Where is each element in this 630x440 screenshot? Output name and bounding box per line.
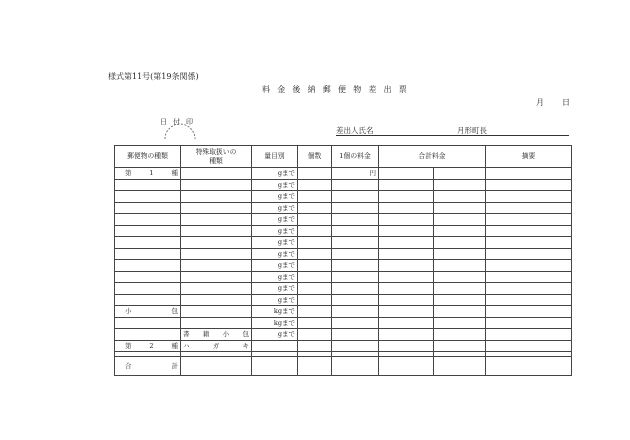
date-field [536, 97, 570, 108]
total-cell-b[interactable] [434, 357, 486, 376]
table-row [115, 237, 572, 249]
header-total-fee: 合計料金 [379, 146, 486, 168]
unit-fee-cell[interactable] [332, 214, 379, 226]
small-packet-label: 小包 [115, 306, 181, 318]
remarks-cell[interactable] [486, 340, 572, 352]
unit-fee-cell[interactable] [332, 202, 379, 214]
total-cell-a[interactable] [379, 225, 434, 237]
mail-type-cell[interactable] [115, 260, 181, 272]
mail-type-cell[interactable] [115, 329, 181, 341]
table-row [115, 214, 572, 226]
total-cell-a[interactable] [379, 294, 434, 306]
total-cell-b[interactable] [434, 340, 486, 352]
count-cell[interactable] [298, 283, 332, 295]
total-cell-a[interactable] [379, 260, 434, 272]
header-unit-fee: 1個の料金 [332, 146, 379, 168]
mail-type-cell[interactable] [115, 237, 181, 249]
count-cell[interactable] [298, 214, 332, 226]
total-cell-a[interactable] [379, 237, 434, 249]
total-cell-b[interactable] [434, 260, 486, 272]
mail-type-cell[interactable] [115, 191, 181, 203]
weight-unit: gまで [252, 271, 298, 283]
count-cell[interactable] [298, 225, 332, 237]
table-row [115, 225, 572, 237]
weight-unit-kg: kgまで [252, 317, 298, 329]
mail-type-cell[interactable] [115, 214, 181, 226]
unit-fee-cell[interactable] [332, 191, 379, 203]
total-cell-b[interactable] [434, 179, 486, 191]
table-row [115, 179, 572, 191]
remarks-cell[interactable] [486, 225, 572, 237]
unit-fee-cell[interactable] [332, 179, 379, 191]
unit-fee-cell[interactable] [332, 317, 379, 329]
weight-unit: gまで [252, 237, 298, 249]
weight-unit: gまで [252, 260, 298, 272]
special-cell[interactable] [181, 202, 252, 214]
unit-fee-cell[interactable] [332, 283, 379, 295]
count-cell[interactable] [298, 168, 332, 180]
mail-type-cell[interactable] [115, 202, 181, 214]
month-label: 月 [536, 98, 544, 107]
special-cell[interactable] [181, 237, 252, 249]
weight-unit: gまで [252, 225, 298, 237]
total-cell-b[interactable] [434, 317, 486, 329]
total-cell-b[interactable] [434, 225, 486, 237]
unit-fee-cell[interactable] [332, 225, 379, 237]
mail-slip-table [114, 145, 572, 376]
header-mail-type: 郵便物の種類 [115, 146, 181, 168]
book-packet-label: 書籍小包 [181, 329, 252, 341]
total-cell-b[interactable] [434, 248, 486, 260]
document-title: 料金後納郵便物差出票 [262, 85, 414, 94]
special-cell[interactable] [181, 271, 252, 283]
mail-type-cell[interactable] [115, 283, 181, 295]
count-cell[interactable] [298, 329, 332, 341]
second-class-label: 第2種 [115, 340, 181, 352]
remarks-cell[interactable] [486, 168, 572, 180]
total-cell-b[interactable] [434, 168, 486, 180]
header-special-handling [181, 146, 252, 168]
total-cell-a[interactable] [379, 214, 434, 226]
remarks-cell[interactable] [486, 202, 572, 214]
weight-cell[interactable] [252, 357, 298, 376]
table-row [115, 260, 572, 272]
total-row [115, 357, 572, 376]
header-weight: 量目別 [252, 146, 298, 168]
date-stamp-circle [163, 122, 197, 144]
mail-type-cell[interactable] [115, 294, 181, 306]
total-cell-b[interactable] [434, 214, 486, 226]
mail-type-cell[interactable] [115, 225, 181, 237]
total-cell-a[interactable] [379, 357, 434, 376]
mail-type-cell[interactable] [115, 271, 181, 283]
day-label: 日 [562, 98, 570, 107]
total-cell-a[interactable] [379, 340, 434, 352]
sender-underline [336, 135, 569, 136]
unit-fee-cell[interactable] [332, 294, 379, 306]
total-cell-b[interactable] [434, 329, 486, 341]
total-cell-a[interactable] [379, 329, 434, 341]
table-row [115, 271, 572, 283]
weight-cell[interactable] [252, 340, 298, 352]
remarks-cell[interactable] [486, 248, 572, 260]
remarks-cell[interactable] [486, 271, 572, 283]
remarks-cell[interactable] [486, 237, 572, 249]
special-cell[interactable] [181, 294, 252, 306]
total-cell-b[interactable] [434, 271, 486, 283]
weight-unit: gまで [252, 179, 298, 191]
special-cell[interactable] [181, 283, 252, 295]
unit-fee-cell[interactable] [332, 357, 379, 376]
special-cell[interactable] [181, 357, 252, 376]
weight-unit: gまで [252, 202, 298, 214]
count-cell[interactable] [298, 248, 332, 260]
count-cell[interactable] [298, 271, 332, 283]
postcard-label: ハガキ [181, 340, 252, 352]
count-cell[interactable] [298, 294, 332, 306]
remarks-cell[interactable] [486, 329, 572, 341]
special-cell[interactable] [181, 306, 252, 318]
unit-fee-cell[interactable] [332, 237, 379, 249]
remarks-cell[interactable] [486, 294, 572, 306]
remarks-cell[interactable] [486, 214, 572, 226]
header-count: 個数 [298, 146, 332, 168]
mail-type-cell[interactable] [115, 179, 181, 191]
special-cell[interactable] [181, 317, 252, 329]
unit-fee-cell[interactable] [332, 329, 379, 341]
count-cell[interactable] [298, 317, 332, 329]
weight-unit: gまで [252, 191, 298, 203]
date-stamp-label: 日付印 [160, 118, 199, 126]
total-cell-b[interactable] [434, 202, 486, 214]
mail-type-cell[interactable] [115, 248, 181, 260]
weight-unit: gまで [252, 294, 298, 306]
unit-fee-cell[interactable] [332, 340, 379, 352]
weight-unit: gまで [252, 214, 298, 226]
table-row [115, 294, 572, 306]
special-cell[interactable] [181, 248, 252, 260]
remarks-cell[interactable] [486, 283, 572, 295]
special-cell[interactable] [181, 179, 252, 191]
yen-unit: 円 [332, 168, 379, 180]
total-cell-a[interactable] [379, 248, 434, 260]
total-cell-b[interactable] [434, 283, 486, 295]
sender-name-value: 月形町長 [457, 126, 487, 135]
table-row [115, 202, 572, 214]
count-cell[interactable] [298, 260, 332, 272]
weight-unit: gまで [252, 168, 298, 180]
count-cell[interactable] [298, 191, 332, 203]
table-row [115, 248, 572, 260]
total-cell-a[interactable] [379, 168, 434, 180]
total-cell-a[interactable] [379, 271, 434, 283]
total-cell-b[interactable] [434, 237, 486, 249]
remarks-cell[interactable] [486, 317, 572, 329]
table-row [115, 168, 572, 180]
table-row [115, 283, 572, 295]
count-cell[interactable] [298, 202, 332, 214]
weight-unit: gまで [252, 329, 298, 341]
weight-unit-kg: kgまで [252, 306, 298, 318]
table-row [115, 340, 572, 352]
remarks-cell[interactable] [486, 357, 572, 376]
total-cell-a[interactable] [379, 191, 434, 203]
table-row [115, 317, 572, 329]
weight-unit: gまで [252, 248, 298, 260]
unit-fee-cell[interactable] [332, 306, 379, 318]
total-cell-a[interactable] [379, 202, 434, 214]
total-cell-b[interactable] [434, 191, 486, 203]
count-cell[interactable] [298, 179, 332, 191]
total-cell-a[interactable] [379, 283, 434, 295]
table-row [115, 329, 572, 341]
total-cell-a[interactable] [379, 179, 434, 191]
header-special-line1: 特殊取扱いの [195, 147, 237, 156]
special-cell[interactable] [181, 214, 252, 226]
unit-fee-cell[interactable] [332, 271, 379, 283]
form-number: 様式第11号(第19条関係) [108, 72, 199, 81]
count-cell[interactable] [298, 306, 332, 318]
remarks-cell[interactable] [486, 179, 572, 191]
remarks-cell[interactable] [486, 260, 572, 272]
count-cell[interactable] [298, 340, 332, 352]
total-cell-b[interactable] [434, 294, 486, 306]
table-row [115, 306, 572, 318]
unit-fee-cell[interactable] [332, 260, 379, 272]
special-cell[interactable] [181, 191, 252, 203]
remarks-cell[interactable] [486, 306, 572, 318]
header-remarks: 摘要 [486, 146, 572, 168]
weight-unit: gまで [252, 283, 298, 295]
count-cell[interactable] [298, 237, 332, 249]
count-cell[interactable] [298, 357, 332, 376]
mail-type-cell[interactable] [115, 317, 181, 329]
sender-name-label: 差出人氏名 [336, 126, 374, 135]
total-cell-b[interactable] [434, 306, 486, 318]
special-cell[interactable] [181, 168, 252, 180]
unit-fee-cell[interactable] [332, 248, 379, 260]
special-cell[interactable] [181, 225, 252, 237]
total-cell-a[interactable] [379, 306, 434, 318]
table-row [115, 191, 572, 203]
remarks-cell[interactable] [486, 191, 572, 203]
header-row [115, 146, 572, 168]
first-class-label: 第1種 [115, 168, 181, 180]
total-cell-a[interactable] [379, 317, 434, 329]
total-label: 合計 [115, 357, 181, 376]
special-cell[interactable] [181, 260, 252, 272]
header-special-line2: 種類 [209, 156, 223, 165]
